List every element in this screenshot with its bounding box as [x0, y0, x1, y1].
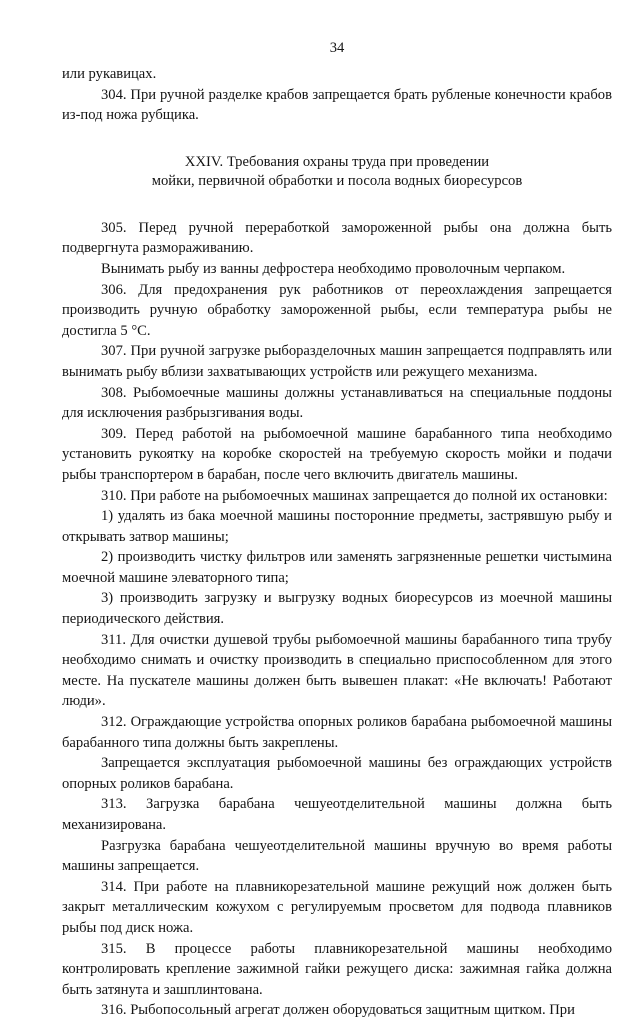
- paragraph: 304. При ручной разделке крабов запрещается брать рубленые конечности крабов из-под ножа рубщика.: [62, 86, 612, 124]
- section-paragraphs: [62, 218, 612, 1021]
- paragraph: 312. Ограждающие устройства опорных роликов барабана рыбомоечной машины барабанного типа должны быть закреплены.: [62, 714, 612, 751]
- section-heading-line-2: мойки, первичной обработки и посола водных биоресурсов: [151, 172, 523, 189]
- paragraph: 309. Перед работой на рыбомоечной машине барабанного типа необходимо установить рукоятку на коробке скоростей на требуемую скорость мойки и подачи рыбы транспортером в барабан, после чего включить двигатель машины.: [62, 425, 612, 483]
- document-body: [62, 64, 612, 1021]
- section-heading: [62, 153, 612, 191]
- paragraph: Запрещается эксплуатация рыбомоечной машины без ограждающих устройств опорных роликов барабана.: [62, 755, 612, 792]
- paragraph: Разгрузка барабана чешуеотделительной машины вручную во время работы машины запрещается.: [62, 837, 612, 875]
- paragraph: 315. В процессе работы плавникорезательной машины необходимо контролировать крепление зажимной гайки режущего диска: зажимная гайка должна быть затянута и зашплинтована.: [62, 940, 612, 998]
- paragraph: 3) производить загрузку и выгрузку водных биоресурсов из моечной машины периодического действия.: [62, 590, 612, 628]
- paragraph: 313. Загрузка барабана чешуеотделительной машины должна быть механизирована.: [62, 796, 612, 833]
- paragraph: 2) производить чистку фильтров или заменять загрязненные решетки чистымина моечной машине элеваторного типа;: [62, 549, 612, 586]
- page-number: 34: [329, 40, 345, 56]
- paragraph: 311. Для очистки душевой трубы рыбомоечной машины барабанного типа трубу необходимо снимать и очистку производить в специально приспособленном для этого месте. На пускателе машины должен быть вывешен плакат: «Не включать! Работают люди».: [62, 631, 612, 710]
- paragraph: 314. При работе на плавникорезательной машине режущий нож должен быть закрыт металлическим кожухом с регулируемым просветом для подвода плавников рыбы под диск ножа.: [62, 878, 612, 936]
- paragraph: Вынимать рыбу из ванны дефростера необходимо проволочным черпаком.: [101, 260, 566, 277]
- paragraph: 1) удалять из бака моечной машины посторонние предметы, застрявшую рыбу и открывать затвор машины;: [62, 508, 612, 545]
- paragraph: или рукавицах.: [62, 66, 157, 82]
- paragraph: 310. При работе на рыбомоечных машинах запрещается до полной их остановки:: [101, 487, 608, 504]
- top-paragraphs: [62, 64, 612, 126]
- paragraph: 306. Для предохранения рук работников от переохлаждения запрещается производить ручную обработку замороженной рыбы, если температура рыбы не достигла 5 °С.: [62, 281, 612, 339]
- paragraph: 305. Перед ручной переработкой замороженной рыбы она должна быть подвергнута размораживанию.: [62, 219, 612, 257]
- section-heading-line-1: XXIV. Требования охраны труда при проведении: [184, 153, 490, 170]
- paragraph: 307. При ручной загрузке рыборазделочных машин запрещается подправлять или вынимать рыбу вблизи захватывающих устройств или режущего механизма.: [62, 343, 612, 380]
- paragraph: 316. Рыбопосольный агрегат должен оборудоваться защитным щитком. При: [101, 1002, 575, 1019]
- paragraph: 308. Рыбомоечные машины должны устанавливаться на специальные поддоны для исключения разбрызгивания воды.: [62, 384, 612, 422]
